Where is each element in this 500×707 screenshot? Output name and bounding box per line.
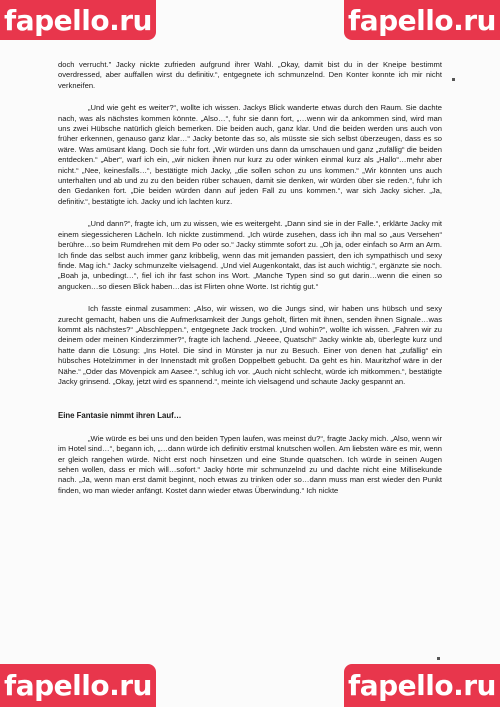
- watermark-logo-top-right: [344, 0, 500, 40]
- watermark-logo-top-left: [0, 0, 156, 40]
- margin-mark: [437, 657, 440, 660]
- section-heading: Eine Fantasie nimmt ihren Lauf…: [58, 411, 182, 421]
- paragraph-3: „Und dann?“, fragte ich, um zu wissen, wie es weitergeht. „Dann sind sie in der Falle.“, erklärte Jacky mit einem siegessicheren Lächeln. Ich nickte zustimmend. „Ich würde zusehen, dass ich ihn mal so „aus Versehen“ berühre…so beim Rumdrehen mit dem Po oder so.“ Jacky stimmte sofort zu. „Oh ja, oder einfach so Arm an Arm. Ich finde das selbst auch immer ganz kribbelig, wenn das mit jemanden passiert, den ich sympathisch und sexy finde. Mag ich.“ Jacky schmunzelte vielsagend. „Und viel Augenkontakt, das ist auch wichtig.“, ergänzte sie noch. „Boah ja, unbedingt…“, fiel ich ihr fast schon ins Wort. „Manche Typen sind so gut darin…wenn die einen so angucken…so diesen Blick haben…das ist Flirten ohne Worte. Ist richtig gut.“: [58, 219, 442, 291]
- watermark-text: fapello.ru: [348, 669, 496, 702]
- paragraph-4: Ich fasste einmal zusammen: „Also, wir wissen, wo die Jungs sind, wir haben uns hübsch und sexy zurecht gemacht, haben uns die Aufmerksamkeit der Jungs geholt, flirten mit ihnen, senden ihnen Signale…was kommt als nächstes?“ „Abschleppen.“, entgegnete Jack trocken. „Und wohin?“, wollte ich wissen. „Fahren wir zu deinem oder meinen Kinderzimmer?“, fragte ich lachend. „Neeee, Quatsch!“ Jacky winkte ab, überlegte kurz und hatte dann die Lösung: „Ins Hotel. Die sind in Münster ja nur zu Besuch. Einer von denen hat „zufällig“ ein hübsches Hotelzimmer in der Innenstadt mit großen Doppelbett gebucht. Da geht es hin. Mauritzhof wäre in der Nähe.“ „Oder das Mövenpick am Aasee.“, schlug ich vor. „Auch nicht schlecht, würde ich mitkommen.“, bestätigte Jacky grinsend. „Okay, jetzt wird es spannend.“, meinte ich vielsagend und schaute Jacky gespannt an.: [58, 304, 442, 386]
- paragraph-2: „Und wie geht es weiter?“, wollte ich wissen. Jackys Blick wanderte etwas durch den Raum. Sie dachte nach, was als nächstes kommen könnte. „Also…“, fuhr sie dann fort, „…wenn wir da ankommen sind, wird man uns zwei Hübsche natürlich gleich bemerken. Die beiden auch, ganz klar. Und die beiden werden uns auch von früher erkennen, genauso ganz klar…“ Jacky betonte das so, als müsste sie sich selbst überzeugen, dass es so wäre. Was amüsant klang. Doch sie fuhr fort. „Wir würden uns dann da umschauen und ganz „zufällig“ die beiden entdecken.“ „Aber“, warf ich ein, „wir nicken ihnen nur kurz zu oder winken einmal kurz als „Hallo“…mehr aber nicht.“ „Nee, keinesfalls…“, bestätigte mich Jacky, „die sollen schon zu uns kommen.“ „Wir könnten uns auch unterhalten und ab und zu zu den beiden rüber schauen, damit sie denken, wir würden über sie reden.“, fuhr ich den Gedanken fort. „Die beiden würden dann auf jeden Fall zu uns kommen.“, war sich Jacky sicher. „Ja, definitiv.“, bestätigte ich. Jacky und ich lachten kurz.: [58, 103, 442, 206]
- watermark-logo-bottom-right: [344, 664, 500, 707]
- watermark-text: fapello.ru: [4, 669, 152, 702]
- margin-mark: [452, 78, 455, 81]
- watermark-text: fapello.ru: [348, 3, 496, 37]
- watermark-logo-bottom-left: [0, 664, 156, 707]
- paragraph-1: doch verrucht." Jacky nickte zufrieden aufgrund ihrer Wahl. „Okay, damit bist du in der Kneipe bestimmt overdressed, aber auffallen wirst du definitiv.“, entgegnete ich schmunzelnd. Den Konter konnte ich mir nicht verkneifen.: [58, 60, 442, 90]
- document-body: [58, 60, 442, 508]
- watermark-text: fapello.ru: [4, 3, 152, 37]
- paragraph-5: „Wie würde es bei uns und den beiden Typen laufen, was meinst du?“, fragte Jacky mich. „Also, wenn wir im Hotel sind…“, begann ich, „…dann würde ich definitiv erstmal knutschen wollen. Am liebsten wäre es mir, wenn er gleich rangehen würde. Nicht erst noch hinsetzen und eine Stunde quatschen. Ich würde in seinen Augen sehen wollen, dass er mich will…sofort.“ Jacky hörte mir schmunzelnd zu und dachte nicht eine Millisekunde nach. „Ja, wenn man erst damit beginnt, noch etwas zu trinken oder so…dann muss man erst wieder den Punkt finden, wo man wieder anfängt. Kostet dann wieder etwas Überwindung.“ Ich nickte: [58, 433, 442, 495]
